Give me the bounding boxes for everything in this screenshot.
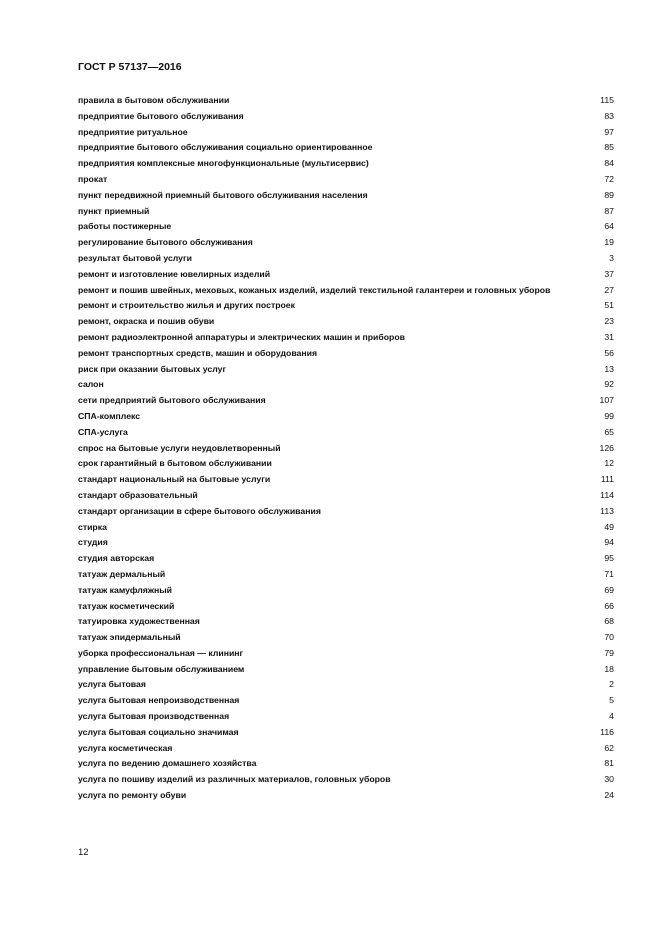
index-entry — [78, 553, 614, 565]
index-entry — [78, 411, 614, 423]
index-term: услуга бытовая — [78, 679, 146, 690]
index-page-number: 94 — [604, 537, 614, 548]
index-term: СПА-услуга — [78, 426, 128, 437]
index-term: результат бытовой услуги — [78, 252, 192, 263]
index-entry — [78, 569, 614, 581]
index-page-number: 113 — [600, 505, 614, 516]
index-term: ремонт и строительство жилья и других построек — [78, 300, 295, 311]
index-term: регулирование бытового обслуживания — [78, 237, 253, 248]
index-term: пункт передвижной приемный бытового обслуживания населения — [78, 189, 368, 200]
index-term: работы постижерные — [78, 221, 172, 232]
index-page-number: 79 — [604, 647, 614, 658]
term-index — [78, 95, 614, 806]
index-entry — [78, 758, 614, 770]
index-term: ремонт, окраска и пошив обуви — [78, 316, 215, 327]
index-term: уборка профессиональная — клининг — [78, 647, 244, 658]
index-page-number: 85 — [604, 142, 614, 153]
index-entry — [78, 269, 614, 281]
index-term: пункт приемный — [78, 205, 150, 216]
index-term: предприятие бытового обслуживания — [78, 110, 244, 121]
index-term: услуга по пошиву изделий из различных материалов, головных уборов — [78, 774, 391, 785]
index-page-number: 64 — [604, 221, 614, 232]
index-page-number: 4 — [609, 711, 614, 722]
index-page-number: 116 — [600, 726, 614, 737]
index-term: риск при оказании бытовых услуг — [78, 363, 227, 374]
index-entry — [78, 111, 614, 123]
index-page-number: 84 — [604, 158, 614, 169]
index-page-number: 19 — [604, 237, 614, 248]
index-entry — [78, 711, 614, 723]
index-term: татуаж косметический — [78, 600, 175, 611]
index-entry — [78, 679, 614, 691]
index-entry — [78, 95, 614, 107]
index-entry — [78, 664, 614, 676]
index-term: ремонт и пошив швейных, меховых, кожаных изделий, изделий текстильной галантереи и головных уборов — [78, 284, 551, 295]
index-page-number: 83 — [604, 110, 614, 121]
index-entry — [78, 142, 614, 154]
index-entry — [78, 458, 614, 470]
index-entry — [78, 743, 614, 755]
index-entry — [78, 158, 614, 170]
index-term: ремонт радиоэлектронной аппаратуры и электрических машин и приборов — [78, 331, 405, 342]
index-page-number: 81 — [604, 758, 614, 769]
index-term: предприятие бытового обслуживания социально ориентированное — [78, 142, 373, 153]
index-page-number: 12 — [604, 458, 614, 469]
index-page-number: 27 — [604, 284, 614, 295]
index-page-number: 3 — [609, 252, 614, 263]
index-entry — [78, 316, 614, 328]
index-entry — [78, 348, 614, 360]
index-term: студия авторская — [78, 553, 155, 564]
index-entry — [78, 790, 614, 802]
index-entry — [78, 616, 614, 628]
index-entry — [78, 237, 614, 249]
index-entry — [78, 632, 614, 644]
index-entry — [78, 206, 614, 218]
index-term: правила в бытовом обслуживании — [78, 95, 230, 105]
index-term: сети предприятий бытового обслуживания — [78, 395, 266, 406]
index-term: татуаж дермальный — [78, 568, 166, 579]
index-entry — [78, 490, 614, 502]
index-entry — [78, 648, 614, 660]
index-term: прокат — [78, 173, 108, 184]
index-page-number: 107 — [599, 395, 614, 406]
index-term: услуга по ведению домашнего хозяйства — [78, 758, 257, 769]
index-term: услуга бытовая производственная — [78, 711, 230, 722]
index-entry — [78, 585, 614, 597]
index-entry — [78, 285, 614, 297]
index-entry — [78, 221, 614, 233]
index-entry — [78, 506, 614, 518]
index-page-number: 51 — [604, 300, 614, 311]
index-entry — [78, 537, 614, 549]
index-page-number: 30 — [604, 774, 614, 785]
index-entry — [78, 127, 614, 139]
index-page-number: 24 — [604, 790, 614, 801]
index-page-number: 37 — [604, 268, 614, 279]
index-term: ремонт транспортных средств, машин и оборудования — [78, 347, 318, 358]
index-term: стандарт организации в сфере бытового обслуживания — [78, 505, 321, 516]
index-page-number: 65 — [604, 426, 614, 437]
index-term: срок гарантийный в бытовом обслуживании — [78, 458, 272, 469]
index-page-number: 97 — [604, 126, 614, 137]
index-page-number: 95 — [604, 553, 614, 564]
index-page-number: 115 — [600, 95, 614, 105]
index-page-number: 87 — [604, 205, 614, 216]
index-entry — [78, 190, 614, 202]
index-page-number: 89 — [604, 189, 614, 200]
page-number: 12 — [78, 847, 89, 858]
index-page-number: 69 — [604, 584, 614, 595]
index-page-number: 66 — [604, 600, 614, 611]
index-page-number: 68 — [604, 616, 614, 627]
index-term: услуга по ремонту обуви — [78, 790, 187, 801]
index-page-number: 31 — [604, 331, 614, 342]
index-term: услуга косметическая — [78, 742, 173, 753]
index-page-number: 70 — [604, 632, 614, 643]
index-entry — [78, 174, 614, 186]
index-term: управление бытовым обслуживанием — [78, 663, 245, 674]
index-term: стирка — [78, 521, 107, 532]
document-header: ГОСТ Р 57137—2016 — [78, 61, 182, 73]
index-term: предприятие ритуальное — [78, 126, 188, 137]
index-term: татуаж эпидермальный — [78, 632, 181, 643]
index-entry — [78, 695, 614, 707]
index-page-number: 18 — [604, 663, 614, 674]
index-term: СПА-комплекс — [78, 410, 141, 421]
index-page-number: 111 — [600, 474, 614, 485]
index-page-number: 49 — [604, 521, 614, 532]
index-entry — [78, 395, 614, 407]
index-page-number: 62 — [604, 742, 614, 753]
index-page-number: 56 — [604, 347, 614, 358]
index-page-number: 13 — [604, 363, 614, 374]
index-term: ремонт и изготовление ювелирных изделий — [78, 268, 271, 279]
index-term: предприятия комплексные многофункциональные (мультисервис) — [78, 158, 369, 169]
index-page-number: 5 — [609, 695, 614, 706]
index-term: салон — [78, 379, 104, 390]
index-page-number: 71 — [604, 568, 614, 579]
index-page-number: 99 — [604, 410, 614, 421]
index-term: услуга бытовая социально значимая — [78, 726, 239, 737]
index-entry — [78, 601, 614, 613]
index-page-number: 2 — [609, 679, 614, 690]
index-term: спрос на бытовые услуги неудовлетворенный — [78, 442, 281, 453]
index-term: татуировка художественная — [78, 616, 200, 627]
index-entry — [78, 300, 614, 312]
index-entry — [78, 774, 614, 786]
index-term: стандарт национальный на бытовые услуги — [78, 474, 271, 485]
index-entry — [78, 253, 614, 265]
index-term: студия — [78, 537, 108, 548]
index-entry — [78, 727, 614, 739]
index-page-number: 72 — [604, 173, 614, 184]
index-entry — [78, 522, 614, 534]
index-term: услуга бытовая непроизводственная — [78, 695, 240, 706]
index-entry — [78, 332, 614, 344]
index-entry — [78, 379, 614, 391]
index-page-number: 92 — [604, 379, 614, 390]
index-term: татуаж камуфляжный — [78, 584, 173, 595]
index-page-number: 114 — [600, 489, 614, 500]
index-entry — [78, 474, 614, 486]
index-page-number: 23 — [604, 316, 614, 327]
index-entry — [78, 364, 614, 376]
index-entry — [78, 443, 614, 455]
index-entry — [78, 427, 614, 439]
index-page-number: 126 — [599, 442, 614, 453]
index-term: стандарт образовательный — [78, 489, 198, 500]
